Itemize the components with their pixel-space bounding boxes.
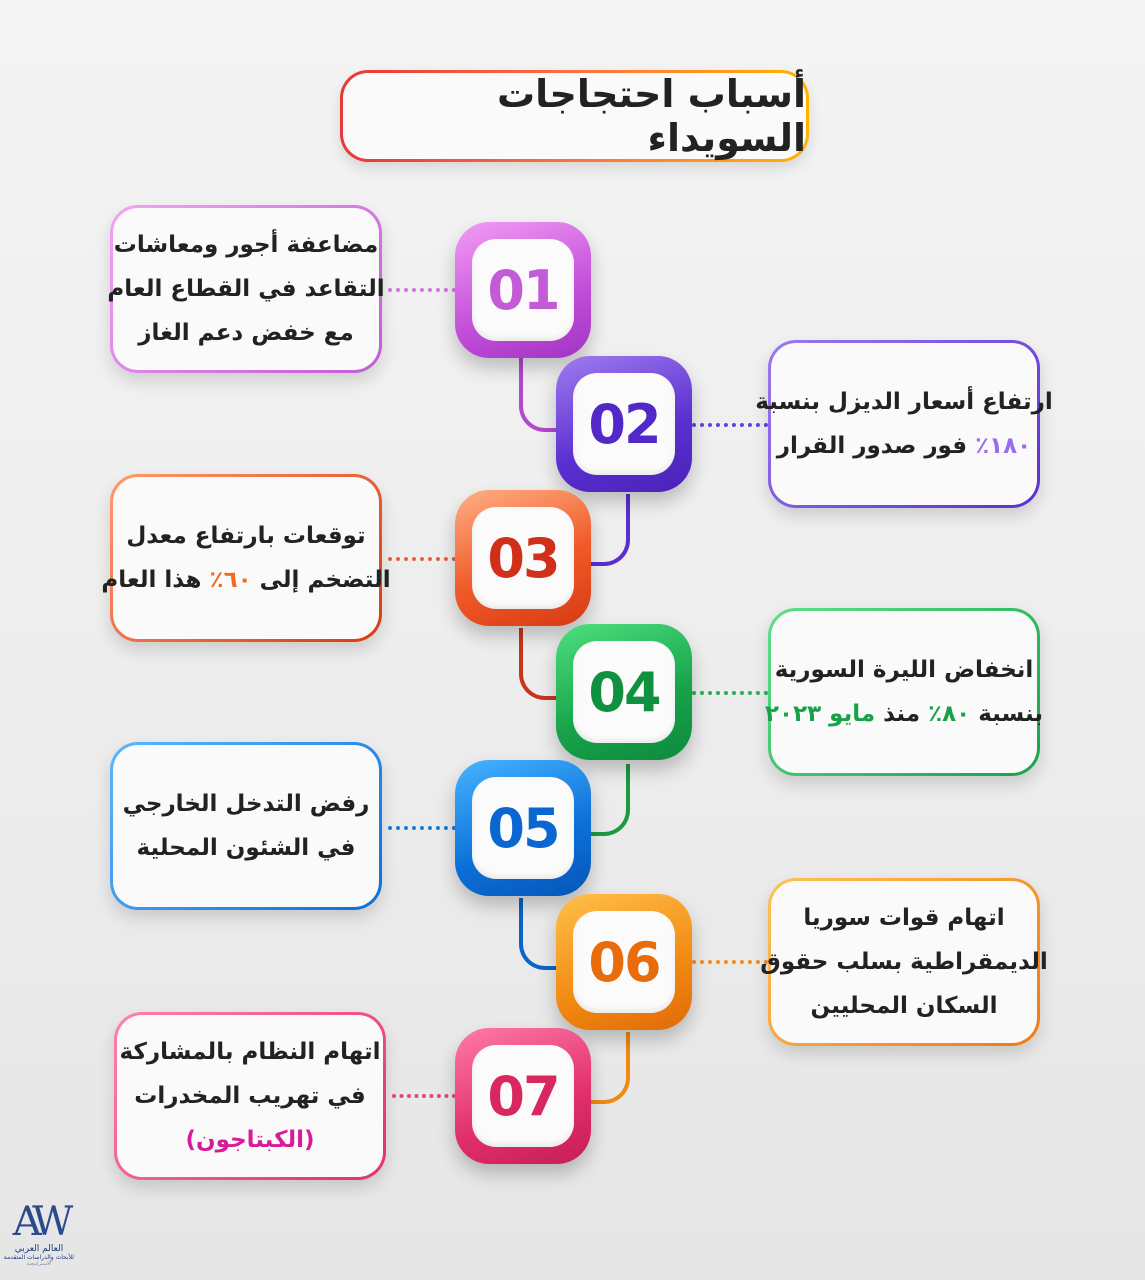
badge-02	[556, 356, 692, 492]
logo-mark: AW	[12, 1199, 66, 1245]
dots-03	[388, 557, 456, 561]
badge-07-number: 07	[487, 1064, 559, 1128]
card-04-highlight2: مايو ٢٠٢٣	[765, 701, 876, 727]
card-03-line3: هذا العام	[101, 567, 202, 593]
dots-01	[388, 288, 456, 292]
card-04	[765, 608, 1043, 776]
card-03-line1: توقعات بارتفاع معدل	[126, 523, 366, 549]
badge-07	[455, 1028, 591, 1164]
logo-name: العالم العربي	[14, 1244, 64, 1254]
logo-sub: للأبحاث والدراسات المتقدمة	[3, 1254, 74, 1261]
dots-04	[692, 691, 768, 695]
card-07	[114, 1012, 386, 1180]
page-title: أسباب احتجاجات السويداء	[496, 72, 806, 160]
dots-06	[692, 960, 768, 964]
connector-02-03	[588, 494, 630, 566]
logo	[4, 1200, 74, 1276]
card-05-line2: في الشئون المحلية	[136, 835, 356, 861]
card-06-line2: الديمقراطية بسلب حقوق	[760, 949, 1048, 975]
title-box	[340, 70, 809, 162]
card-05	[110, 742, 382, 910]
card-07-line3: (الكبتاجون)	[185, 1127, 315, 1153]
card-02-highlight: ١٨٠٪	[975, 433, 1032, 459]
card-01-line2: التقاعد في القطاع العام	[107, 276, 385, 302]
card-04-highlight: ٨٠٪	[928, 701, 971, 727]
card-02	[755, 340, 1053, 508]
card-03	[101, 474, 391, 642]
card-06-line1: اتهام قوات سوريا	[803, 905, 1005, 931]
card-04-line2: بنسبة	[978, 701, 1043, 727]
card-07-line2: في تهريب المخدرات	[134, 1083, 366, 1109]
card-01-line3: مع خفض دعم الغاز	[138, 320, 354, 346]
card-02-line1: ارتفاع أسعار الديزل بنسبة	[755, 389, 1053, 415]
card-06-line3: السكان المحليين	[810, 993, 998, 1019]
connector-04-05	[588, 764, 630, 836]
badge-05	[455, 760, 591, 896]
dots-07	[392, 1094, 456, 1098]
badge-05-number: 05	[487, 796, 559, 860]
card-04-line1: انخفاض الليرة السورية	[774, 657, 1034, 683]
card-03-line2: التضخم إلى	[259, 567, 391, 593]
dots-05	[388, 826, 456, 830]
card-02-line2: فور صدور القرار	[776, 433, 968, 459]
card-04-line3: منذ	[883, 701, 921, 727]
card-03-highlight: ٦٠٪	[209, 567, 252, 593]
connector-06-07	[588, 1032, 630, 1104]
card-05-line1: رفض التدخل الخارجي	[122, 791, 370, 817]
logo-sub2: الاستراتيجية	[26, 1261, 52, 1267]
badge-06	[556, 894, 692, 1030]
card-01-line1: مضاعفة أجور ومعاشات	[113, 232, 379, 258]
badge-03-number: 03	[487, 526, 559, 590]
badge-03	[455, 490, 591, 626]
card-07-line1: اتهام النظام بالمشاركة	[119, 1039, 381, 1065]
card-01	[107, 205, 385, 373]
badge-01	[455, 222, 591, 358]
badge-06-number: 06	[588, 930, 660, 994]
badge-04	[556, 624, 692, 760]
badge-01-number: 01	[487, 258, 559, 322]
badge-02-number: 02	[588, 392, 660, 456]
badge-04-number: 04	[588, 660, 660, 724]
card-06	[760, 878, 1048, 1046]
